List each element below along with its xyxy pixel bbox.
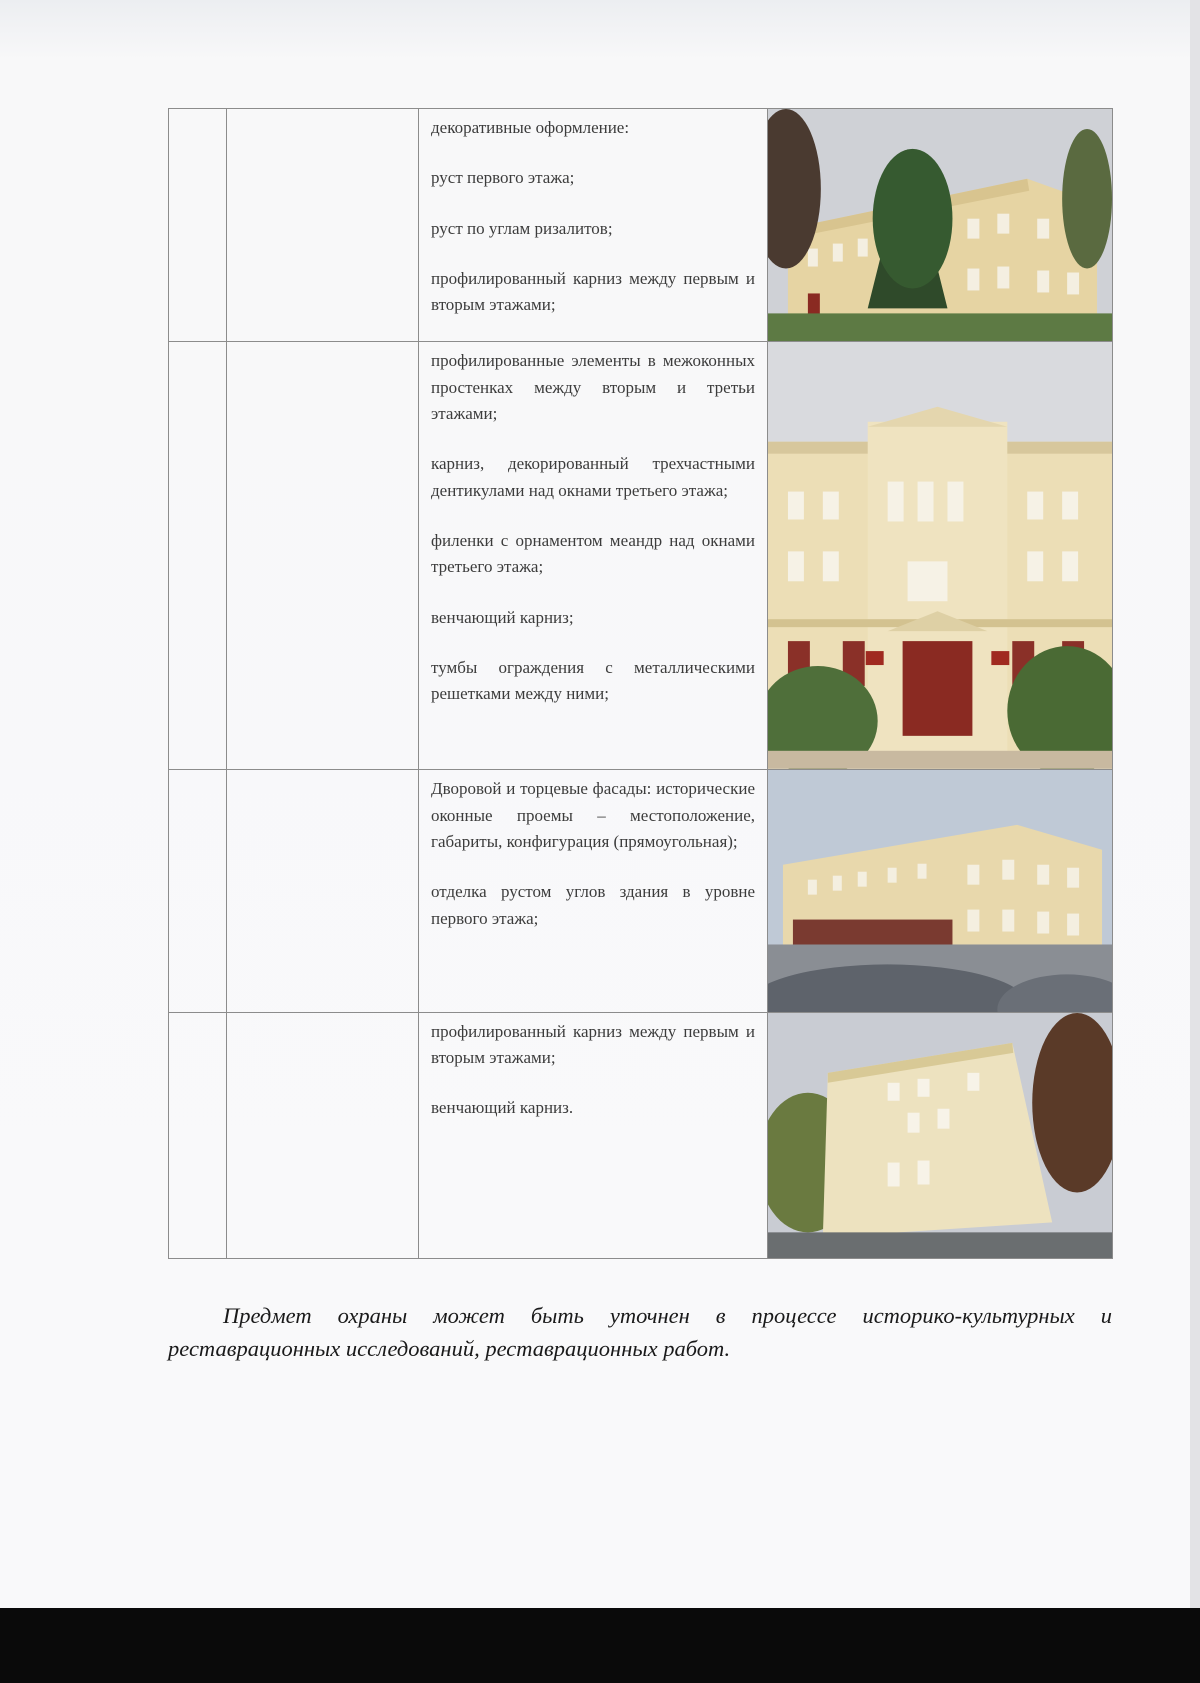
protection-note: Предмет охраны может быть уточнен в процессе историко-культурных и реставрационных исследований, реставрационных работ. bbox=[168, 1303, 1112, 1361]
description-item: отделка рустом углов здания в уровне первого этажа; bbox=[431, 882, 755, 928]
number-cell bbox=[169, 770, 227, 1012]
description-item: профилированный карниз между первым и вторым этажами; bbox=[431, 269, 755, 315]
photo-cell bbox=[768, 342, 1113, 770]
description-item: венчающий карниз. bbox=[431, 1098, 574, 1118]
description-cell bbox=[419, 1012, 768, 1258]
protection-subject-table bbox=[168, 108, 1113, 1259]
description-cell bbox=[419, 770, 768, 1012]
description-cell bbox=[419, 342, 768, 770]
building-courtyard-facade-photo bbox=[768, 770, 1112, 1011]
building-corner-view-photo bbox=[768, 109, 1112, 341]
description-item: тумбы ограждения с металлическими решетками между ними; bbox=[431, 658, 755, 704]
table-row bbox=[169, 342, 1113, 770]
element-cell bbox=[227, 1012, 419, 1258]
photo-cell bbox=[768, 109, 1113, 342]
table-row bbox=[169, 1012, 1113, 1258]
description-item: профилированный карниз между первым и вторым этажами; bbox=[431, 1021, 755, 1067]
table-row bbox=[169, 109, 1113, 342]
element-cell bbox=[227, 342, 419, 770]
description-item: карниз, декорированный трехчастными дентикулами над окнами третьего этажа; bbox=[431, 454, 755, 500]
number-cell bbox=[169, 342, 227, 770]
building-end-facade-photo bbox=[768, 1013, 1112, 1258]
number-cell bbox=[169, 109, 227, 342]
description-cell bbox=[419, 109, 768, 342]
description-item: декоративные оформление: bbox=[431, 118, 630, 137]
description-item: руст по углам ризалитов; bbox=[431, 218, 613, 238]
building-main-entrance-photo bbox=[768, 342, 1112, 769]
scan-edge bbox=[1190, 0, 1200, 1683]
description-item: филенки с орнаментом меандр над окнами третьего этажа; bbox=[431, 531, 755, 577]
scan-bottom-border bbox=[0, 1608, 1200, 1683]
description-item: Дворовой и торцевые фасады: исторические оконные проемы – местоположение, габариты, конфигурация (прямоугольная); bbox=[431, 779, 755, 851]
photo-cell bbox=[768, 770, 1113, 1012]
photo-cell bbox=[768, 1012, 1113, 1258]
description-item: профилированные элементы в межоконных простенках между вторым и третьи этажами; bbox=[431, 351, 755, 423]
table-row bbox=[169, 770, 1113, 1012]
number-cell bbox=[169, 1012, 227, 1258]
description-item: руст первого этажа; bbox=[431, 168, 575, 188]
element-cell bbox=[227, 770, 419, 1012]
element-cell bbox=[227, 109, 419, 342]
description-item: венчающий карниз; bbox=[431, 607, 574, 627]
